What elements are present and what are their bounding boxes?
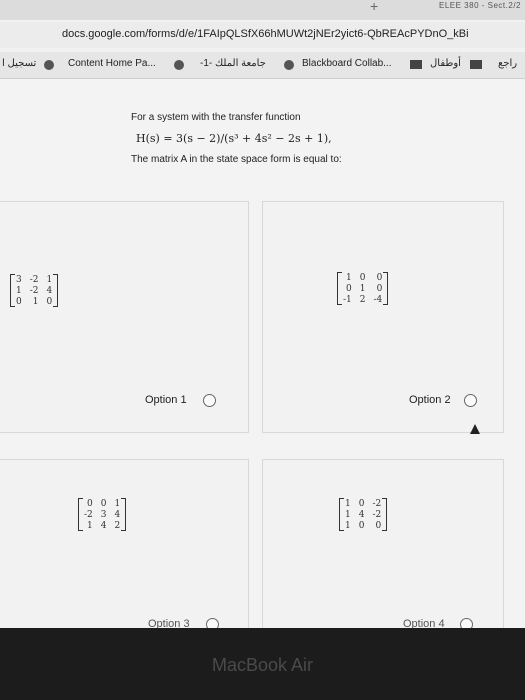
- matrix-cell: -2: [29, 285, 39, 296]
- matrix-cell: 4: [358, 509, 365, 520]
- bookmark-rtl-left[interactable]: تسجيل ا: [2, 58, 37, 69]
- matrix-cell: 1: [345, 498, 351, 509]
- matrix-cell: 0: [358, 498, 365, 509]
- option-4-radio[interactable]: [460, 618, 473, 628]
- option-2-radio[interactable]: [464, 394, 477, 407]
- bookmark-arabic[interactable]: -1- جامعة الملك: [200, 58, 266, 69]
- question-block: [131, 112, 342, 174]
- matrix-cell: 1: [359, 283, 366, 294]
- matrix-cell: 1: [46, 274, 53, 285]
- matrix-cell: 0: [376, 283, 383, 294]
- matrix-cell: -1: [343, 294, 352, 305]
- bookmark-folder-icon: [470, 60, 482, 69]
- option-1-matrix: [12, 274, 56, 307]
- matrix-cell: 0: [16, 296, 22, 307]
- matrix-table: [12, 274, 56, 307]
- option-2-card[interactable]: [262, 201, 504, 433]
- matrix-cell: 4: [46, 285, 53, 296]
- matrix-cell: 0: [376, 272, 383, 283]
- globe-icon: [284, 60, 294, 70]
- globe-icon: [44, 60, 54, 70]
- matrix-cell: 0: [375, 520, 382, 531]
- question-line-1: For a system with the transfer function: [131, 112, 301, 123]
- option-3-radio[interactable]: [206, 618, 219, 628]
- matrix-cell: -4: [373, 294, 383, 305]
- mouse-cursor-icon: [470, 424, 480, 434]
- matrix-table: [339, 272, 386, 305]
- address-bar[interactable]: [0, 22, 525, 48]
- url-text[interactable]: docs.google.com/forms/d/e/1FAIpQLSfX66hMUWt2jNEr2yict6-QbREAcPYDnO_kBi: [62, 28, 469, 40]
- matrix-cell: -2: [372, 498, 382, 509]
- option-4-label[interactable]: Option 4: [403, 618, 445, 628]
- matrix-cell: 0: [100, 498, 107, 509]
- matrix-cell: -2: [29, 274, 39, 285]
- matrix-cell: 3: [16, 274, 22, 285]
- matrix-cell: 1: [345, 509, 351, 520]
- tab-title[interactable]: ELEE 380 - Sect.2/2: [439, 1, 521, 10]
- bookmarks-bar: [0, 52, 525, 79]
- matrix-cell: 1: [32, 296, 39, 307]
- option-4-card[interactable]: [262, 459, 504, 628]
- option-2-matrix: [339, 272, 386, 305]
- matrix-cell: 1: [345, 520, 351, 531]
- matrix-cell: 4: [100, 520, 107, 531]
- matrix-cell: -2: [372, 509, 382, 520]
- globe-icon: [174, 60, 184, 70]
- option-3-matrix: [80, 498, 124, 531]
- window-top-strip: [0, 0, 525, 20]
- matrix-table: [80, 498, 124, 531]
- matrix-cell: -2: [84, 509, 93, 520]
- matrix-cell: 1: [16, 285, 22, 296]
- bookmark-rtl-item[interactable]: أوطفال: [430, 58, 461, 69]
- option-1-label[interactable]: Option 1: [145, 394, 187, 406]
- question-line-3: The matrix A in the state space form is equal to:: [131, 154, 342, 165]
- matrix-cell: 2: [114, 520, 121, 531]
- matrix-cell: 3: [100, 509, 107, 520]
- matrix-cell: 1: [87, 520, 93, 531]
- option-4-matrix: [341, 498, 385, 531]
- bookmark-rtl-right[interactable]: راجع: [498, 58, 518, 69]
- matrix-cell: 4: [114, 509, 121, 520]
- option-2-label[interactable]: Option 2: [409, 394, 451, 406]
- new-tab-icon[interactable]: +: [370, 0, 379, 14]
- matrix-cell: 0: [359, 272, 366, 283]
- bookmark-square-icon: [410, 60, 422, 69]
- matrix-cell: 0: [46, 296, 53, 307]
- bookmark-content-home[interactable]: Content Home Pa...: [68, 58, 156, 69]
- bookmark-blackboard[interactable]: Blackboard Collab...: [302, 58, 392, 69]
- option-3-label[interactable]: Option 3: [148, 618, 190, 628]
- matrix-cell: 1: [346, 272, 352, 283]
- option-1-card[interactable]: [0, 201, 249, 433]
- form-content: [0, 79, 525, 628]
- matrix-table: [341, 498, 385, 531]
- transfer-function: H(s) = 3(s − 2)/(s³ + 4s² − 2s + 1),: [136, 132, 332, 145]
- option-3-card[interactable]: [0, 459, 249, 628]
- option-1-radio[interactable]: [203, 394, 216, 407]
- device-label: MacBook Air: [211, 655, 314, 675]
- matrix-cell: 2: [359, 294, 366, 305]
- matrix-cell: 0: [346, 283, 352, 294]
- matrix-cell: 0: [87, 498, 93, 509]
- matrix-cell: 0: [358, 520, 365, 531]
- matrix-cell: 1: [114, 498, 121, 509]
